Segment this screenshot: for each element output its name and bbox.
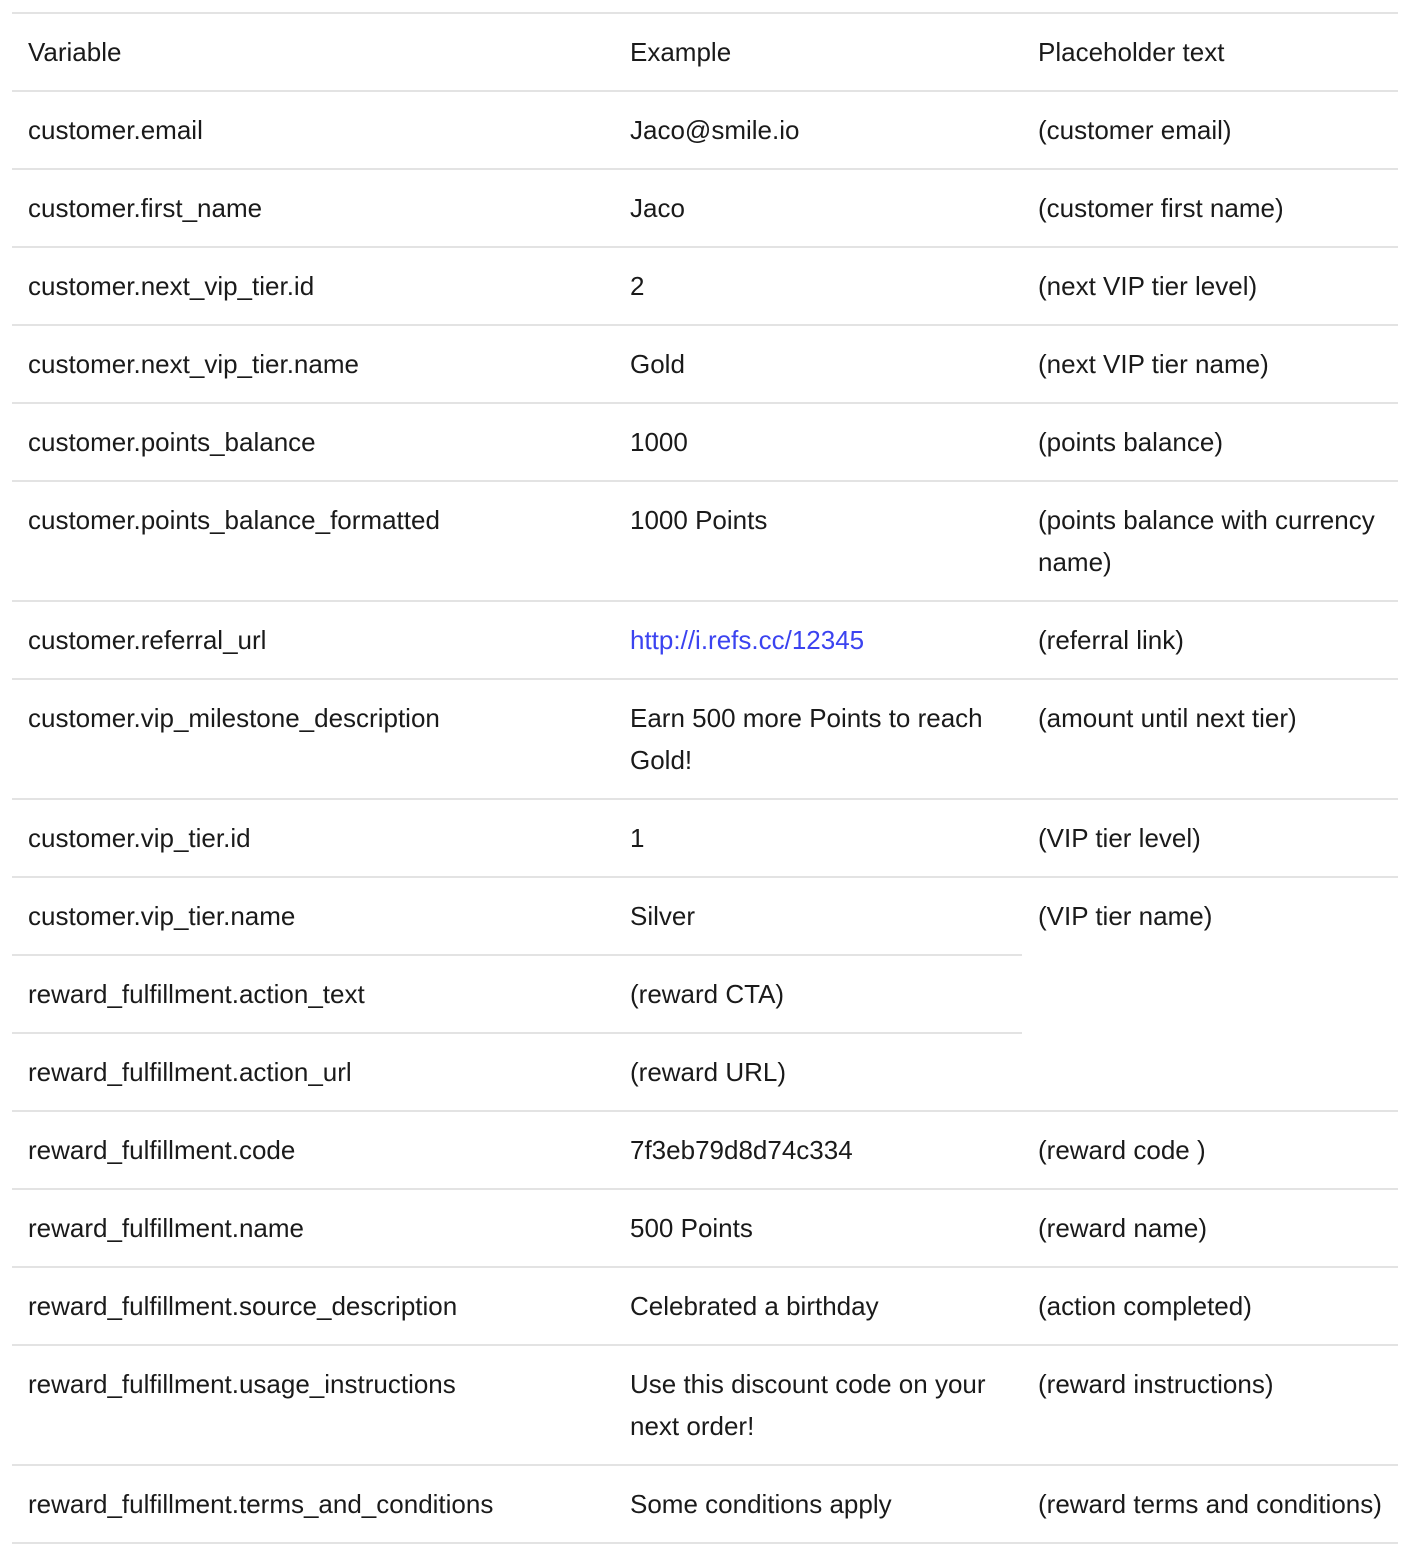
example-cell: Jaco — [614, 169, 1022, 247]
variable-cell: customer.next_vip_tier.name — [12, 325, 614, 403]
placeholder-cell: (reward code ) — [1022, 1111, 1398, 1189]
variable-cell: reward_fulfillment.name — [12, 1189, 614, 1267]
column-header-example: Example — [614, 13, 1022, 91]
example-cell: 2 — [614, 247, 1022, 325]
placeholder-cell: (VIP tier name) — [1022, 877, 1398, 955]
column-header-placeholder: Placeholder text — [1022, 13, 1398, 91]
example-cell: (reward CTA) — [614, 955, 1022, 1033]
variable-cell: customer.points_balance — [12, 403, 614, 481]
table-row — [12, 247, 1398, 325]
table-row — [12, 403, 1398, 481]
example-cell: 1000 — [614, 403, 1022, 481]
table-header — [12, 13, 1398, 91]
header-row — [12, 13, 1398, 91]
placeholder-cell — [1022, 955, 1398, 1033]
referral-link[interactable]: http://i.refs.cc/12345 — [630, 625, 865, 655]
variable-cell: customer.vip_tier.id — [12, 799, 614, 877]
variable-cell: customer.email — [12, 91, 614, 169]
placeholder-cell: (reward instructions) — [1022, 1345, 1398, 1465]
variable-cell: customer.points_balance_formatted — [12, 481, 614, 601]
variable-cell: reward_fulfillment.usage_instructions — [12, 1345, 614, 1465]
variable-cell: reward_fulfillment.terms_and_conditions — [12, 1465, 614, 1543]
variable-cell: reward_fulfillment.code — [12, 1111, 614, 1189]
table-row — [12, 91, 1398, 169]
example-cell — [614, 601, 1022, 679]
variable-cell: customer.vip_tier.name — [12, 877, 614, 955]
table-row — [12, 601, 1398, 679]
table-row — [12, 325, 1398, 403]
table-row — [12, 1111, 1398, 1189]
variable-cell: customer.first_name — [12, 169, 614, 247]
placeholder-cell: (reward terms and conditions) — [1022, 1465, 1398, 1543]
table-row — [12, 481, 1398, 601]
placeholder-cell: (customer email) — [1022, 91, 1398, 169]
table-row — [12, 1465, 1398, 1543]
variable-cell: reward_fulfillment.source_description — [12, 1267, 614, 1345]
example-cell: 1000 Points — [614, 481, 1022, 601]
table-row — [12, 1345, 1398, 1465]
table-row — [12, 955, 1398, 1033]
placeholder-cell: (reward name) — [1022, 1189, 1398, 1267]
table-row — [12, 1267, 1398, 1345]
placeholder-cell: (action completed) — [1022, 1267, 1398, 1345]
placeholder-cell: (amount until next tier) — [1022, 679, 1398, 799]
example-cell: Silver — [614, 877, 1022, 955]
variable-cell: reward_fulfillment.action_url — [12, 1033, 614, 1111]
variable-cell: reward_fulfillment.action_text — [12, 955, 614, 1033]
example-cell: Celebrated a birthday — [614, 1267, 1022, 1345]
table-row — [12, 679, 1398, 799]
variable-cell: customer.next_vip_tier.id — [12, 247, 614, 325]
placeholder-cell: (points balance) — [1022, 403, 1398, 481]
example-cell: Some conditions apply — [614, 1465, 1022, 1543]
example-cell: Earn 500 more Points to reach Gold! — [614, 679, 1022, 799]
column-header-variable: Variable — [12, 13, 614, 91]
placeholder-cell — [1022, 1033, 1398, 1111]
example-cell: Jaco@smile.io — [614, 91, 1022, 169]
example-cell: Use this discount code on your next order! — [614, 1345, 1022, 1465]
variables-table — [12, 12, 1398, 1544]
placeholder-cell: (next VIP tier name) — [1022, 325, 1398, 403]
placeholder-cell: (customer first name) — [1022, 169, 1398, 247]
table-body — [12, 91, 1398, 1543]
table-row — [12, 877, 1398, 955]
placeholder-cell: (referral link) — [1022, 601, 1398, 679]
placeholder-cell: (points balance with currency name) — [1022, 481, 1398, 601]
example-cell: 7f3eb79d8d74c334 — [614, 1111, 1022, 1189]
table-row — [12, 1033, 1398, 1111]
table-row — [12, 169, 1398, 247]
table-row — [12, 799, 1398, 877]
variable-cell: customer.vip_milestone_description — [12, 679, 614, 799]
variable-cell: customer.referral_url — [12, 601, 614, 679]
example-cell: Gold — [614, 325, 1022, 403]
placeholder-cell: (VIP tier level) — [1022, 799, 1398, 877]
table-row — [12, 1189, 1398, 1267]
placeholder-cell: (next VIP tier level) — [1022, 247, 1398, 325]
example-cell: 500 Points — [614, 1189, 1022, 1267]
example-cell: (reward URL) — [614, 1033, 1022, 1111]
example-cell: 1 — [614, 799, 1022, 877]
